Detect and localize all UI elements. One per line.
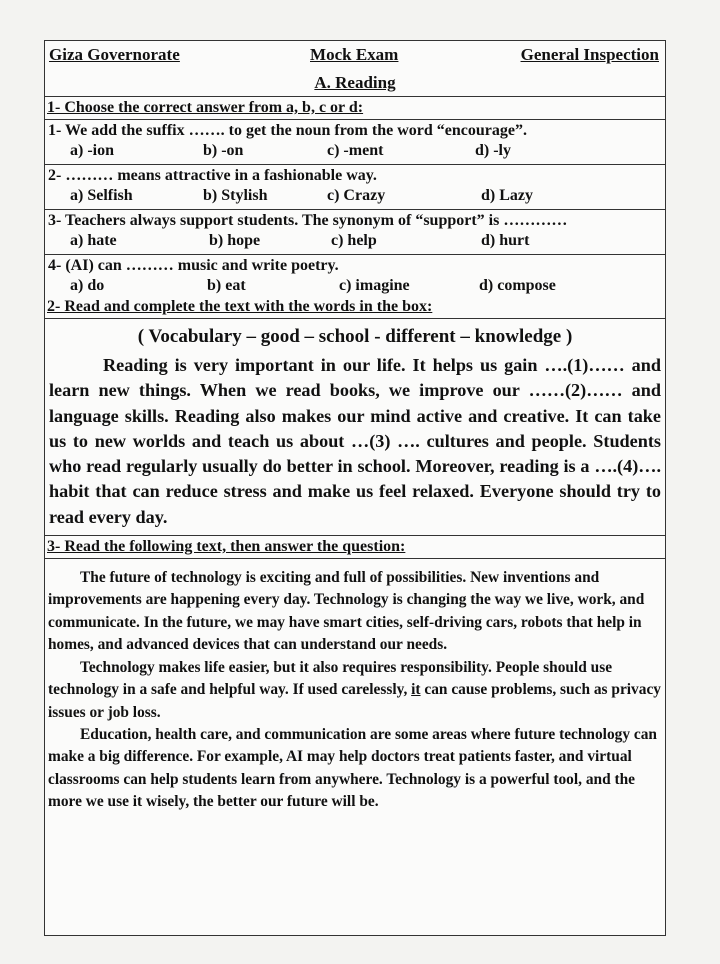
option-c[interactable]: c) help (331, 232, 377, 249)
task2-title: 2- Read and complete the text with the words in the box: (45, 296, 665, 319)
word-box: ( Vocabulary – good – school - different – knowledge ) (137, 326, 573, 347)
options-row (45, 187, 665, 209)
question-1 (45, 120, 665, 164)
task1-title: 1- Choose the correct answer from a, b, c or d: (45, 96, 665, 120)
option-d[interactable]: d) compose (479, 277, 556, 294)
options-row (45, 277, 665, 299)
option-a[interactable]: a) -ion (70, 142, 114, 159)
exam-page (44, 40, 666, 936)
question-4 (45, 254, 665, 299)
exam-type-label: Mock Exam (310, 45, 399, 64)
question-3 (45, 209, 665, 254)
option-a[interactable]: a) do (70, 277, 105, 294)
option-b[interactable]: b) eat (207, 277, 246, 294)
question-text: 4- (AI) can ……… music and write poetry. (45, 254, 665, 277)
paragraph-2 (48, 657, 663, 724)
question-text: 1- We add the suffix ……. to get the noun from the word “encourage”. (48, 122, 527, 139)
paragraph-2-start: Technology makes life easier, but it also requires responsibility. People should use technology in a safe and helpful way. If used carelessly, (48, 658, 613, 699)
question-text: 2- ……… means attractive in a fashionable way. (45, 164, 665, 187)
governorate-label: Giza Governorate (49, 45, 180, 64)
options-row (45, 232, 665, 254)
paragraph-3: Education, health care, and communication are some areas where future technology can make a big difference. For example, AI may help doctors treat patients faster, and virtual classrooms can help students learn from anywhere. Technology is a powerful tool, and the more we use it wisely, the better our future will be. (48, 725, 657, 811)
question-text: 3- Teachers always support students. The synonym of “support” is ………… (45, 209, 665, 232)
paragraph-2-end: can cause problems, such as privacy issues or job loss. (48, 681, 661, 721)
option-b[interactable]: b) hope (209, 232, 261, 249)
option-c[interactable]: c) imagine (339, 277, 410, 294)
reading-passage-2 (45, 567, 665, 813)
exam-header (45, 41, 665, 65)
option-d[interactable]: d) Lazy (481, 187, 533, 204)
task3-title: 3- Read the following text, then answer the question: (45, 535, 665, 559)
option-c[interactable]: c) Crazy (327, 187, 386, 204)
inspection-label: General Inspection (520, 45, 659, 64)
option-b[interactable]: b) -on (203, 142, 244, 159)
option-a[interactable]: a) Selfish (70, 187, 133, 204)
reading-passage-1 (45, 353, 665, 530)
option-c[interactable]: c) -ment (327, 142, 384, 159)
passage-text: Reading is very important in our life. It helps us gain ….(1)…… and learn new things. When we read books, we improve our ……(2)…… and language skills. Reading also makes our mind active and creative. It can take us to new worlds and teach us about …(3) …. cultures and people. Students who read regularly usually do better in school. Moreover, reading is a ….(4)…. habit that can reduce stress and make us feel relaxed. Everyone should try to read every day. (49, 355, 661, 527)
option-d[interactable]: d) -ly (475, 142, 511, 159)
underlined-pronoun: it (411, 681, 421, 699)
option-b[interactable]: b) Stylish (203, 187, 268, 204)
question-2 (45, 164, 665, 209)
option-d[interactable]: d) hurt (481, 232, 530, 249)
paragraph-1: The future of technology is exciting and full of possibilities. New inventions and improvements are happening every day. Technology is changing the way we live, work, and communicate. In the future, we may have smart cities, self-driving cars, robots that help in homes, and advanced devices that can understand our needs. (48, 569, 645, 654)
section-title: A. Reading (314, 73, 396, 92)
options-row (45, 142, 665, 164)
option-a[interactable]: a) hate (70, 232, 117, 249)
